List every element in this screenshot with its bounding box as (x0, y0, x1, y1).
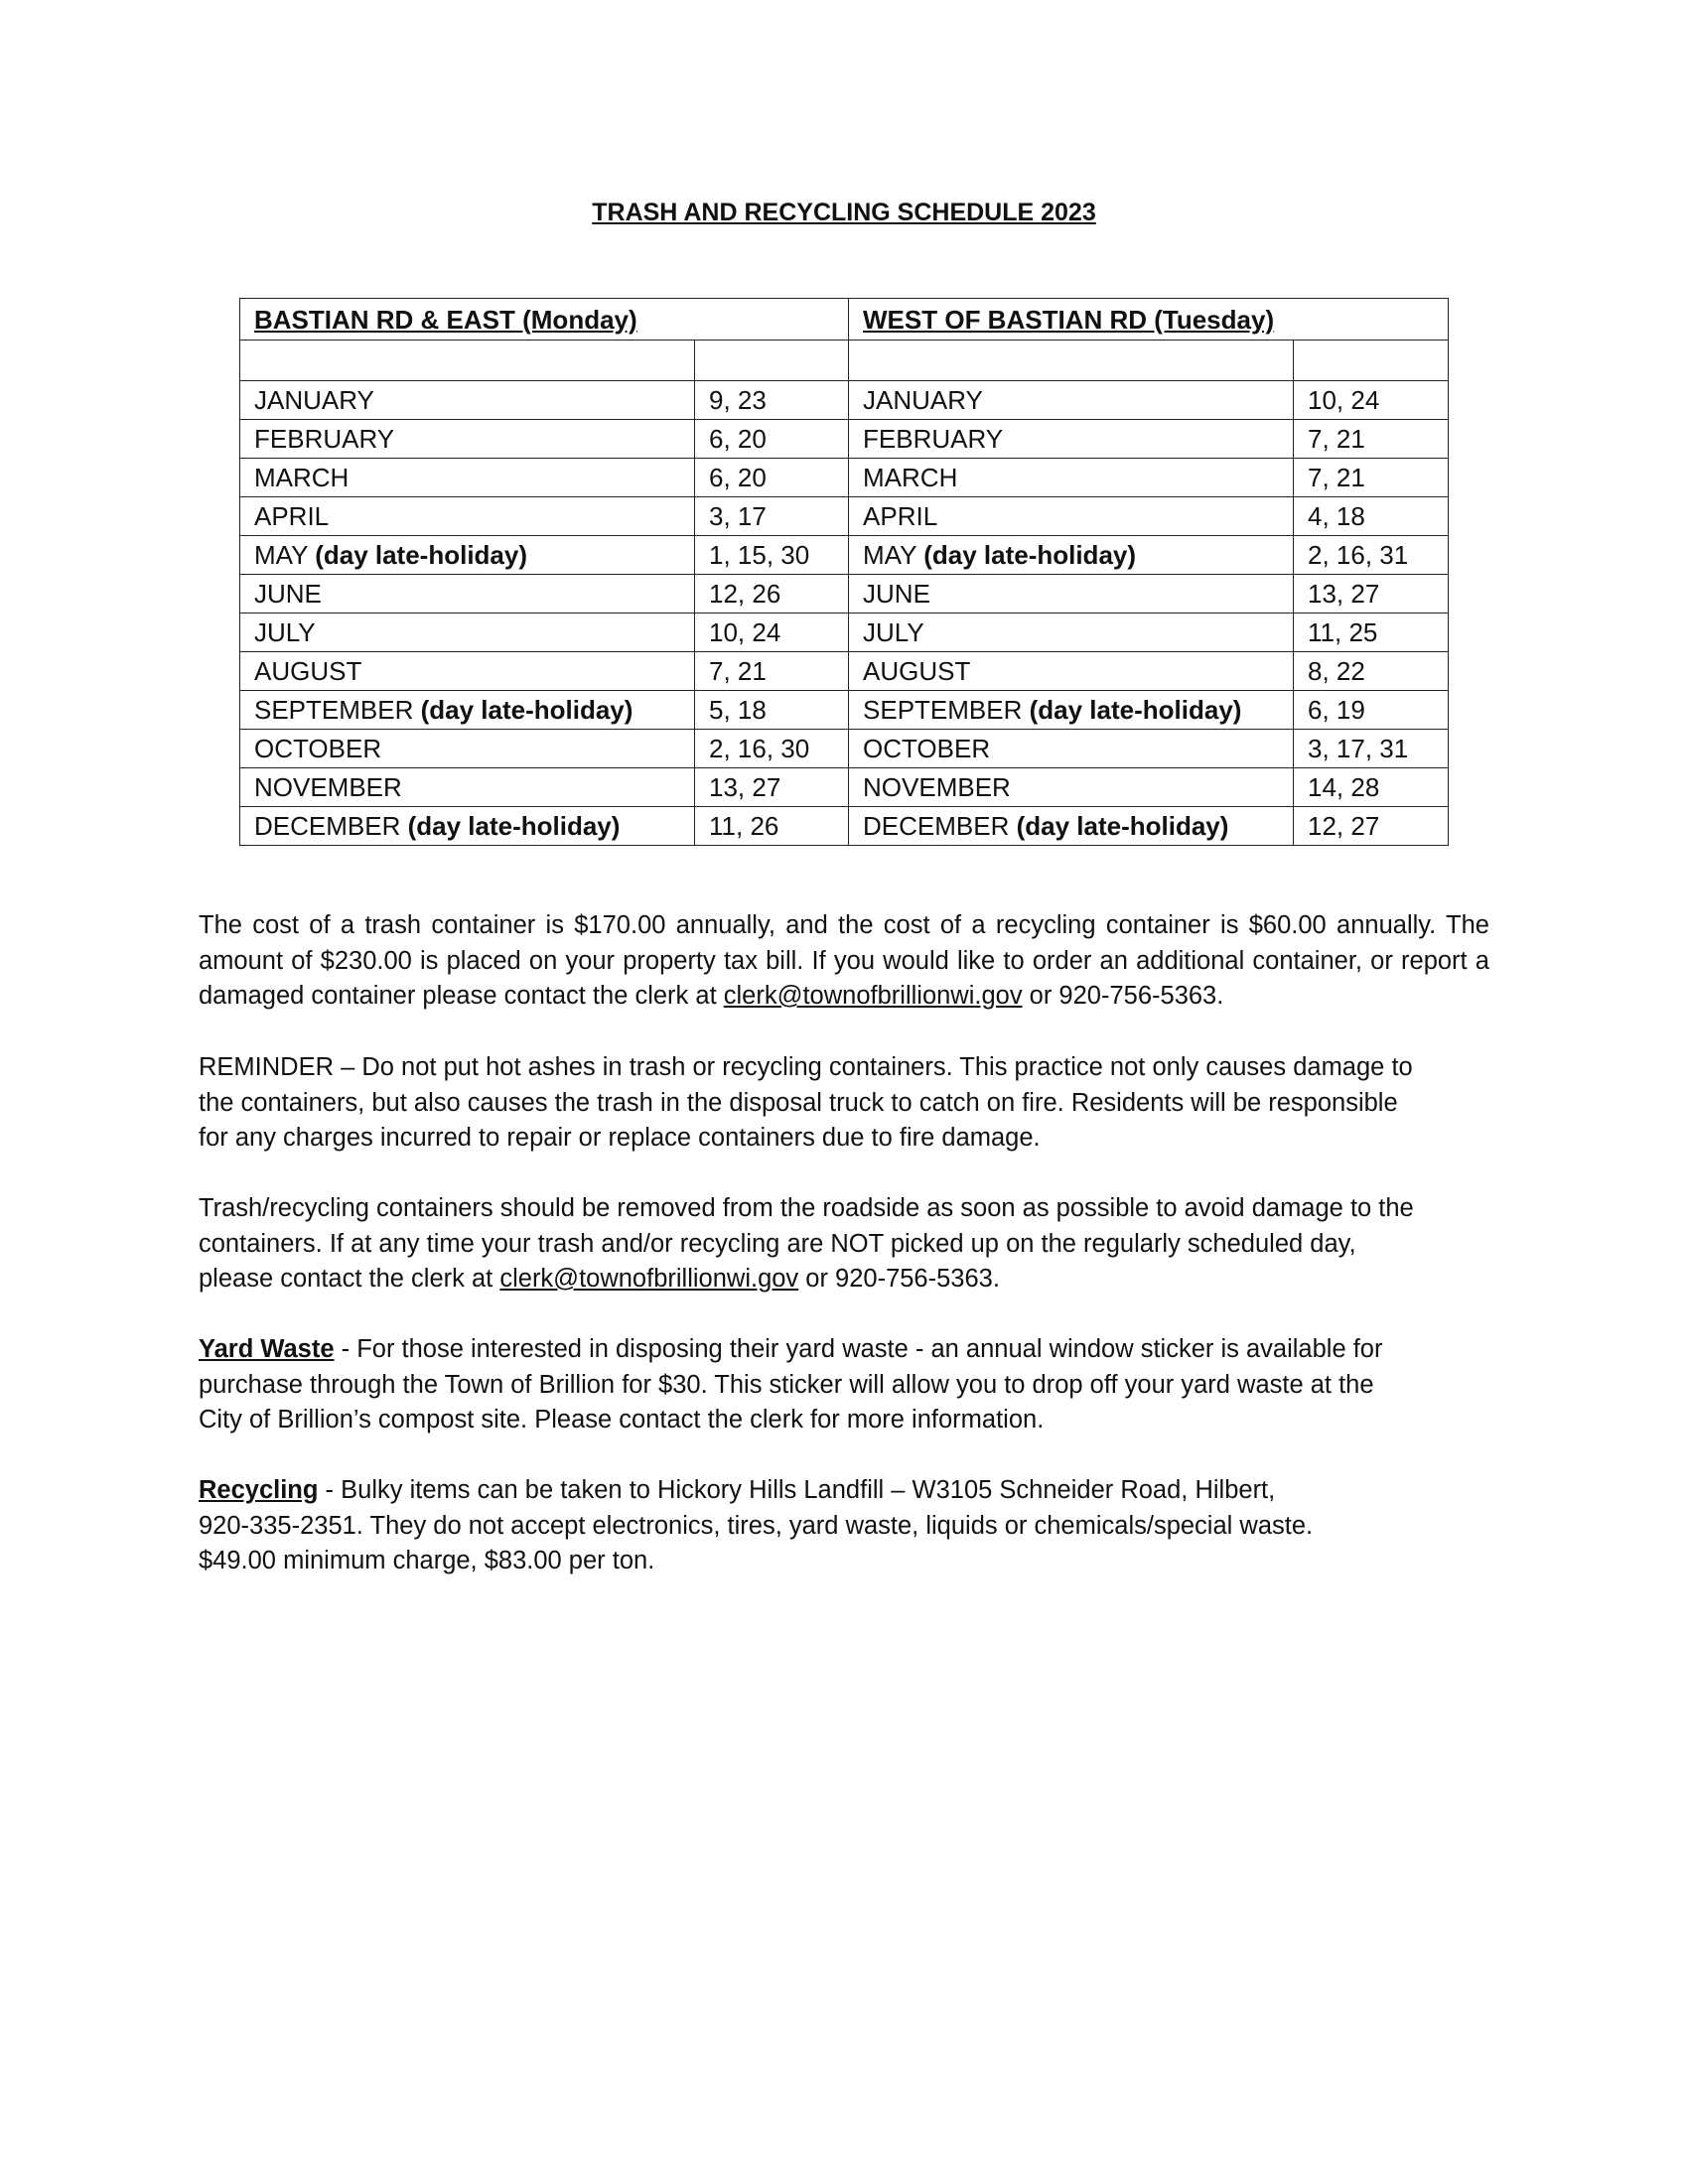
cost-text-end: or 920-756-5363. (1022, 982, 1224, 1010)
east-month-label: JUNE (254, 579, 322, 609)
west-month-cell (849, 420, 1294, 459)
west-holiday-note: (day late-holiday) (923, 540, 1137, 570)
west-month-cell (849, 536, 1294, 575)
east-route-header: BASTIAN RD & EAST (Monday) (254, 304, 637, 335)
schedule-row (240, 768, 1449, 807)
east-pickup-days: 11, 26 (709, 811, 779, 841)
west-month-cell (849, 652, 1294, 691)
yard-waste-paragraph (199, 1332, 1489, 1438)
west-month-cell (849, 614, 1294, 652)
west-days-cell (1294, 730, 1449, 768)
west-days-cell (1294, 459, 1449, 497)
east-month-label: FEBRUARY (254, 424, 395, 454)
east-month-cell (240, 652, 695, 691)
cost-paragraph (199, 908, 1489, 1015)
schedule-row (240, 420, 1449, 459)
east-days-cell (695, 459, 849, 497)
schedule-row (240, 575, 1449, 614)
yard-waste-label: Yard Waste (199, 1335, 335, 1363)
east-pickup-days: 6, 20 (709, 463, 767, 492)
east-month-label: MARCH (254, 463, 350, 492)
east-pickup-days: 10, 24 (709, 617, 781, 647)
east-pickup-days: 6, 20 (709, 424, 767, 454)
east-pickup-days: 2, 16, 30 (709, 734, 810, 763)
schedule-header-row (240, 299, 1449, 341)
east-days-cell (695, 768, 849, 807)
schedule-table (239, 298, 1449, 846)
schedule-row (240, 691, 1449, 730)
west-days-cell (1294, 575, 1449, 614)
pickup-line: please contact the clerk at (199, 1265, 500, 1293)
west-days-cell (1294, 420, 1449, 459)
schedule-body (240, 299, 1449, 846)
east-month-cell (240, 536, 695, 575)
west-header-cell (849, 299, 1449, 341)
reminder-line: the containers, but also causes the trash in the disposal truck to catch on fire. Residents will be responsible (199, 1088, 1398, 1117)
east-days-cell (695, 536, 849, 575)
west-month-label: MARCH (863, 463, 958, 492)
west-month-label: AUGUST (863, 656, 971, 686)
west-month-label: MAY (863, 540, 916, 570)
west-month-cell (849, 807, 1294, 846)
east-month-label: SEPTEMBER (254, 695, 414, 725)
east-month-cell (240, 381, 695, 420)
east-pickup-days: 12, 26 (709, 579, 781, 609)
yard-waste-line: - For those interested in disposing their yard waste - an annual window sticker is available for (334, 1335, 1383, 1363)
east-pickup-days: 7, 21 (709, 656, 767, 686)
reminder-line: REMINDER – Do not put hot ashes in trash or recycling containers. This practice not only causes damage to (199, 1053, 1413, 1081)
west-days-cell (1294, 536, 1449, 575)
east-days-cell (695, 691, 849, 730)
schedule-row (240, 459, 1449, 497)
east-holiday-note: (day late-holiday) (315, 540, 528, 570)
schedule-row (240, 614, 1449, 652)
east-pickup-days: 5, 18 (709, 695, 767, 725)
east-month-cell (240, 459, 695, 497)
west-pickup-days: 14, 28 (1308, 772, 1380, 802)
west-pickup-days: 7, 21 (1308, 424, 1365, 454)
west-month-cell (849, 691, 1294, 730)
east-pickup-days: 3, 17 (709, 501, 767, 531)
west-month-cell (849, 497, 1294, 536)
yard-waste-line: purchase through the Town of Brillion for $30. This sticker will allow you to drop off your yard waste at the (199, 1370, 1374, 1399)
recycling-line: - Bulky items can be taken to Hickory Hills Landfill – W3105 Schneider Road, Hilbert, (318, 1476, 1276, 1504)
east-pickup-days: 1, 15, 30 (709, 540, 810, 570)
west-days-cell (1294, 691, 1449, 730)
east-month-cell (240, 730, 695, 768)
schedule-row (240, 497, 1449, 536)
blank-cell (240, 341, 695, 381)
west-month-cell (849, 381, 1294, 420)
schedule-row (240, 536, 1449, 575)
west-days-cell (1294, 497, 1449, 536)
pickup-line: containers. If at any time your trash and/or recycling are NOT picked up on the regularly scheduled day, (199, 1229, 1356, 1258)
east-month-label: JULY (254, 617, 316, 647)
recycling-label: Recycling (199, 1476, 319, 1504)
recycling-paragraph (199, 1473, 1489, 1579)
east-days-cell (695, 807, 849, 846)
east-month-cell (240, 614, 695, 652)
west-days-cell (1294, 652, 1449, 691)
east-month-label: NOVEMBER (254, 772, 402, 802)
schedule-row (240, 381, 1449, 420)
east-pickup-days: 9, 23 (709, 385, 767, 415)
east-month-cell (240, 497, 695, 536)
west-month-cell (849, 730, 1294, 768)
west-month-cell (849, 459, 1294, 497)
west-month-label: APRIL (863, 501, 938, 531)
east-month-cell (240, 420, 695, 459)
recycling-line: 920-335-2351. They do not accept electronics, tires, yard waste, liquids or chemicals/special waste. (199, 1511, 1314, 1540)
reminder-line: for any charges incurred to repair or replace containers due to fire damage. (199, 1124, 1041, 1152)
cost-text: The cost of a trash container is $170.00 annually, and the cost of a recycling container is $60.00 annually. The amount of $230.00 is placed on your property tax bill. If you would like to order an additional container, or report a damaged container please contact the clerk at (199, 911, 1489, 1010)
west-pickup-days: 11, 25 (1308, 617, 1378, 647)
west-days-cell (1294, 768, 1449, 807)
east-month-label: MAY (254, 540, 308, 570)
schedule-row (240, 807, 1449, 846)
reminder-paragraph (199, 1050, 1489, 1157)
west-month-label: JULY (863, 617, 924, 647)
west-month-label: OCTOBER (863, 734, 991, 763)
west-month-label: JANUARY (863, 385, 983, 415)
east-days-cell (695, 420, 849, 459)
west-month-cell (849, 575, 1294, 614)
west-pickup-days: 12, 27 (1308, 811, 1380, 841)
east-days-cell (695, 381, 849, 420)
east-month-cell (240, 807, 695, 846)
east-month-label: APRIL (254, 501, 330, 531)
clerk-email-link[interactable]: clerk@townofbrillionwi.gov (499, 1265, 799, 1293)
west-pickup-days: 8, 22 (1308, 656, 1365, 686)
east-days-cell (695, 730, 849, 768)
east-pickup-days: 13, 27 (709, 772, 781, 802)
west-holiday-note: (day late-holiday) (1029, 695, 1242, 725)
blank-cell (849, 341, 1294, 381)
east-days-cell (695, 575, 849, 614)
east-month-cell (240, 575, 695, 614)
east-days-cell (695, 614, 849, 652)
west-days-cell (1294, 807, 1449, 846)
schedule-row (240, 730, 1449, 768)
west-month-cell (849, 768, 1294, 807)
pickup-line: Trash/recycling containers should be removed from the roadside as soon as possible to avoid damage to the (199, 1194, 1414, 1222)
west-days-cell (1294, 614, 1449, 652)
east-month-label: OCTOBER (254, 734, 382, 763)
west-pickup-days: 10, 24 (1308, 385, 1380, 415)
yard-waste-line: City of Brillion’s compost site. Please contact the clerk for more information. (199, 1406, 1045, 1433)
east-holiday-note: (day late-holiday) (407, 811, 621, 841)
east-holiday-note: (day late-holiday) (420, 695, 633, 725)
west-route-header: WEST OF BASTIAN RD (Tuesday) (863, 304, 1275, 335)
east-month-cell (240, 691, 695, 730)
west-month-label: NOVEMBER (863, 772, 1011, 802)
east-header-cell (240, 299, 849, 341)
page-title: TRASH AND RECYCLING SCHEDULE 2023 (592, 199, 1096, 226)
west-pickup-days: 4, 18 (1308, 501, 1365, 531)
west-pickup-days: 7, 21 (1308, 463, 1365, 492)
schedule-blank-row (240, 341, 1449, 381)
east-month-label: AUGUST (254, 656, 362, 686)
east-month-label: DECEMBER (254, 811, 401, 841)
west-pickup-days: 13, 27 (1308, 579, 1380, 609)
west-month-label: SEPTEMBER (863, 695, 1023, 725)
clerk-email-link[interactable]: clerk@townofbrillionwi.gov (723, 982, 1023, 1010)
east-month-label: JANUARY (254, 385, 374, 415)
west-pickup-days: 3, 17, 31 (1308, 734, 1409, 763)
recycling-line: $49.00 minimum charge, $83.00 per ton. (199, 1547, 655, 1574)
east-days-cell (695, 652, 849, 691)
schedule-row (240, 652, 1449, 691)
east-days-cell (695, 497, 849, 536)
west-pickup-days: 2, 16, 31 (1308, 540, 1409, 570)
blank-cell (695, 341, 849, 381)
west-month-label: FEBRUARY (863, 424, 1004, 454)
pickup-paragraph (199, 1191, 1489, 1297)
west-month-label: DECEMBER (863, 811, 1010, 841)
west-days-cell (1294, 381, 1449, 420)
pickup-line-end: or 920-756-5363. (798, 1265, 1000, 1293)
west-month-label: JUNE (863, 579, 930, 609)
west-pickup-days: 6, 19 (1308, 695, 1365, 725)
blank-cell (1294, 341, 1449, 381)
west-holiday-note: (day late-holiday) (1016, 811, 1229, 841)
east-month-cell (240, 768, 695, 807)
